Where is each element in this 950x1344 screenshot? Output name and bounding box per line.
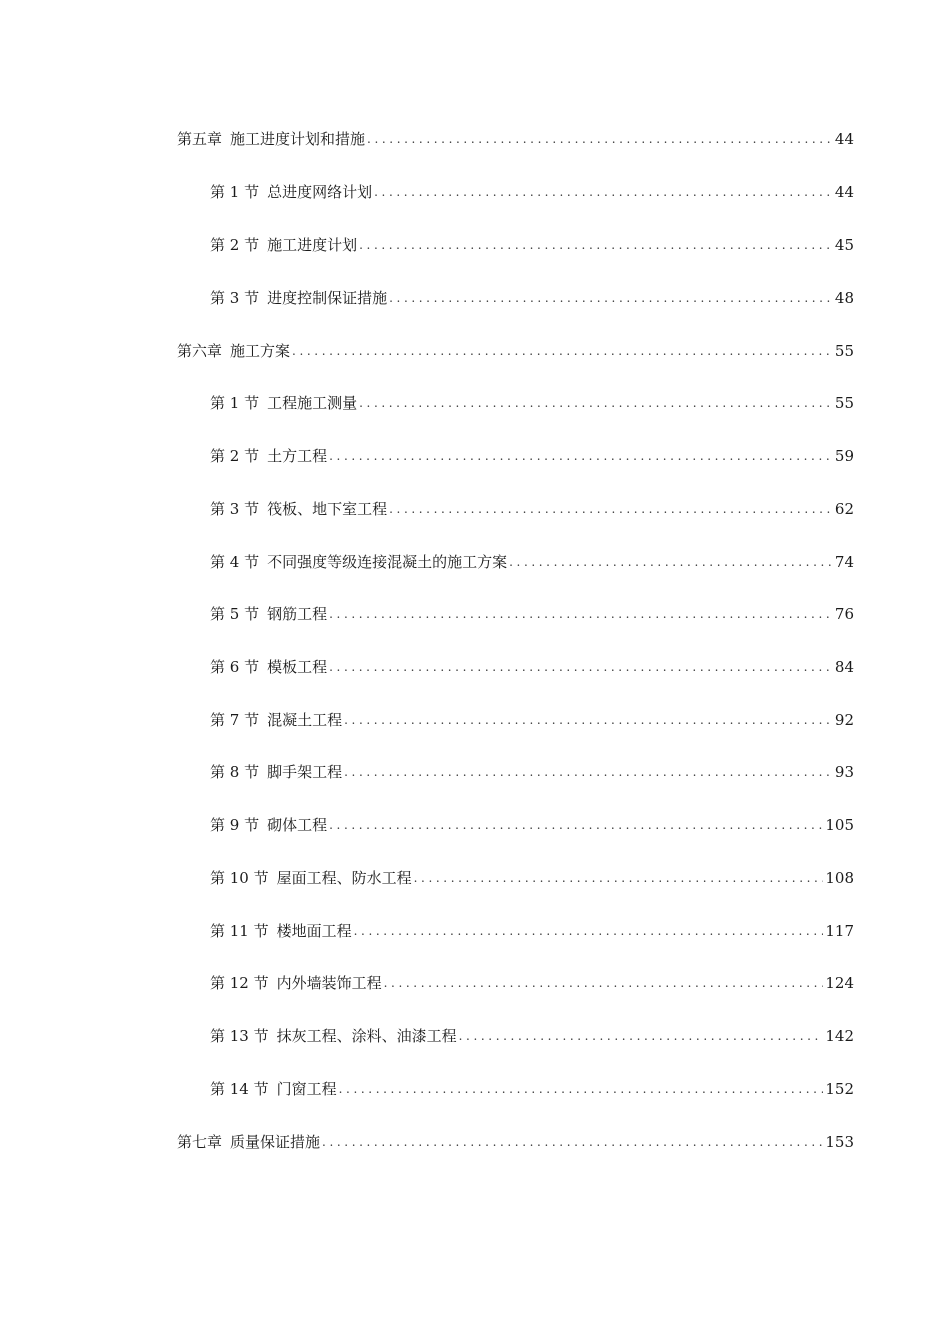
toc-entry-title: 进度控制保证措施 [267, 289, 388, 307]
toc-entry-page: 108 [825, 869, 854, 887]
dot-leader [459, 1026, 824, 1046]
toc-entry-title: 抹灰工程、涂料、油漆工程 [276, 1027, 457, 1045]
toc-entry-page: 124 [825, 974, 854, 992]
toc-entry-number: 第 8 节 [210, 763, 260, 781]
toc-entry-section[interactable] [210, 442, 854, 466]
toc-entry-title: 门窗工程 [276, 1080, 337, 1098]
dot-leader [344, 710, 833, 730]
toc-entry-page: 84 [834, 658, 854, 676]
toc-entry-page: 44 [834, 130, 854, 148]
dot-leader [509, 552, 833, 572]
toc-entry-section[interactable] [210, 284, 854, 308]
dot-leader [329, 815, 823, 835]
toc-entry-page: 62 [834, 500, 854, 518]
toc-entry-title: 工程施工测量 [267, 394, 358, 412]
toc-entry-number: 第 2 节 [210, 236, 260, 254]
toc-entry-number: 第 13 节 [210, 1027, 269, 1045]
toc-entry-number: 第 10 节 [210, 869, 269, 887]
toc-entry-page: 92 [834, 711, 854, 729]
toc-entry-section[interactable] [210, 1022, 854, 1046]
toc-entry-title: 质量保证措施 [230, 1133, 321, 1151]
toc-entry-section[interactable] [210, 917, 854, 941]
dot-leader [384, 973, 824, 993]
toc-entry-page: 74 [834, 553, 854, 571]
toc-entry-title: 砌体工程 [267, 816, 328, 834]
toc-entry-number: 第六章 [177, 342, 223, 360]
toc-entry-page: 117 [825, 922, 854, 940]
toc-entry-page: 142 [825, 1027, 854, 1045]
toc-entry-page: 55 [834, 342, 854, 360]
toc-entry-number: 第 9 节 [210, 816, 260, 834]
toc-entry-title: 钢筋工程 [267, 605, 328, 623]
dot-leader [354, 921, 824, 941]
toc-entry-section[interactable] [210, 1075, 854, 1099]
dot-leader [292, 341, 833, 361]
dot-leader [329, 446, 833, 466]
dot-leader [329, 604, 833, 624]
toc-entry-title: 施工方案 [230, 342, 291, 360]
toc-entry-number: 第 6 节 [210, 658, 260, 676]
dot-leader [414, 868, 824, 888]
toc-entry-number: 第 3 节 [210, 500, 260, 518]
toc-entry-section[interactable] [210, 231, 854, 255]
toc-entry-page: 152 [825, 1080, 854, 1098]
toc-entry-number: 第 12 节 [210, 974, 269, 992]
toc-entry-number: 第 2 节 [210, 447, 260, 465]
toc-entry-number: 第 11 节 [210, 922, 269, 940]
dot-leader [389, 499, 833, 519]
toc-entry-page: 55 [834, 394, 854, 412]
toc-entry-title: 不同强度等级连接混凝土的施工方案 [267, 553, 508, 571]
dot-leader [329, 657, 833, 677]
dot-leader [374, 182, 833, 202]
toc-entry-page: 153 [825, 1133, 854, 1151]
toc-entry-section[interactable] [210, 178, 854, 202]
toc-entry-title: 楼地面工程 [276, 922, 352, 940]
toc-entry-page: 48 [834, 289, 854, 307]
toc-entry-number: 第五章 [177, 130, 223, 148]
toc-entry-section[interactable] [210, 653, 854, 677]
toc-entry-section[interactable] [210, 389, 854, 413]
toc-entry-title: 模板工程 [267, 658, 328, 676]
toc-entry-page: 93 [834, 763, 854, 781]
dot-leader [339, 1079, 824, 1099]
toc-entry-title: 施工进度计划 [267, 236, 358, 254]
toc-entry-page: 44 [834, 183, 854, 201]
toc-entry-page: 105 [825, 816, 854, 834]
toc-entry-number: 第 5 节 [210, 605, 260, 623]
toc-entry-title: 混凝土工程 [267, 711, 343, 729]
toc-entry-section[interactable] [210, 495, 854, 519]
dot-leader [367, 129, 833, 149]
toc-entry-section[interactable] [210, 706, 854, 730]
toc-entry-section[interactable] [210, 864, 854, 888]
toc-entry-title: 施工进度计划和措施 [230, 130, 366, 148]
toc-entry-section[interactable] [210, 548, 854, 572]
toc-entry-title: 内外墙装饰工程 [276, 974, 382, 992]
dot-leader [389, 288, 833, 308]
toc-entry-title: 屋面工程、防水工程 [276, 869, 412, 887]
dot-leader [344, 762, 833, 782]
toc-entry-number: 第 14 节 [210, 1080, 269, 1098]
toc-entry-number: 第 3 节 [210, 289, 260, 307]
dot-leader [359, 235, 833, 255]
toc-entry-section[interactable] [210, 969, 854, 993]
toc-entry-section[interactable] [210, 811, 854, 835]
toc-entry-section[interactable] [210, 600, 854, 624]
toc-entry-number: 第 7 节 [210, 711, 260, 729]
toc-entry-chapter-7[interactable] [177, 1128, 854, 1152]
toc-entry-chapter-5[interactable] [177, 125, 854, 149]
toc-entry-title: 脚手架工程 [267, 763, 343, 781]
toc-entry-title: 总进度网络计划 [267, 183, 373, 201]
dot-leader [359, 393, 833, 413]
toc-entry-number: 第 1 节 [210, 394, 260, 412]
toc-entry-number: 第 4 节 [210, 553, 260, 571]
toc-entry-page: 76 [834, 605, 854, 623]
toc-entry-page: 45 [834, 236, 854, 254]
toc-entry-title: 筏板、地下室工程 [267, 500, 388, 518]
toc-entry-section[interactable] [210, 758, 854, 782]
dot-leader [322, 1132, 823, 1152]
toc-entry-number: 第七章 [177, 1133, 223, 1151]
toc-entry-page: 59 [834, 447, 854, 465]
toc-entry-chapter-6[interactable] [177, 337, 854, 361]
toc-entry-title: 土方工程 [267, 447, 328, 465]
toc-entry-number: 第 1 节 [210, 183, 260, 201]
